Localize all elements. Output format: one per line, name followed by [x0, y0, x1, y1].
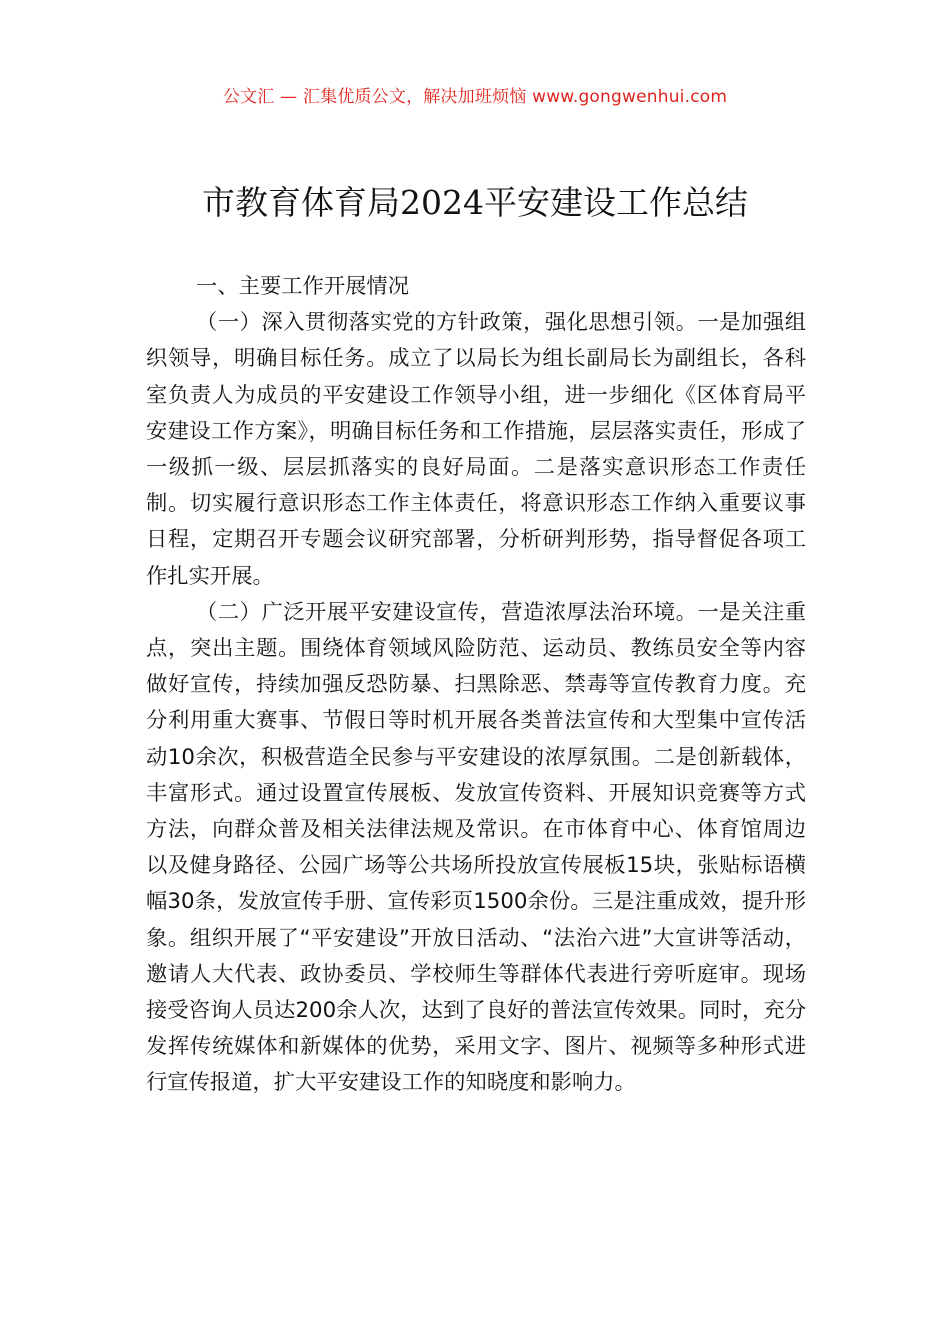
- body-paragraph: （二）广泛开展平安建设宣传，营造浓厚法治环境。一是关注重点，突出主题。围绕体育领域风险防范、运动员、教练员安全等内容做好宣传，持续加强反恐防暴、扫黑除恶、禁毒等宣传教育力度。充分利用重大赛事、节假日等时机开展各类普法宣传和大型集中宣传活动10余次，积极营造全民参与平安建设的浓厚氛围。二是创新载体，丰富形式。通过设置宣传展板、发放宣传资料、开展知识竞赛等方式方法，向群众普及相关法律法规及常识。在市体育中心、体育馆周边以及健身路径、公园广场等公共场所投放宣传展板15块，张贴标语横幅30条，发放宣传手册、宣传彩页1500余份。三是注重成效，提升形象。组织开展了“平安建设”开放日活动、“法治六进”大宣讲等活动，邀请人大代表、政协委员、学校师生等群体代表进行旁听庭审。现场接受咨询人员达200余人次，达到了良好的普法宣传效果。同时，充分发挥传统媒体和新媒体的优势，采用文字、图片、视频等多种形式进行宣传报道，扩大平安建设工作的知晓度和影响力。: [146, 599, 806, 1096]
- document-title: 市教育体育局2024平安建设工作总结: [202, 183, 748, 222]
- document-body: [146, 269, 806, 1102]
- section-heading: 一、主要工作开展情况: [196, 274, 410, 299]
- site-banner: 公文汇 — 汇集优质公文，解决加班烦恼 www.gongwenhui.com: [222, 87, 728, 107]
- body-paragraph: （一）深入贯彻落实党的方针政策，强化思想引领。一是加强组织领导，明确目标任务。成立了以局长为组长副局长为副组长，各科室负责人为成员的平安建设工作领导小组，进一步细化《区体育局平安建设工作方案》，明确目标任务和工作措施，层层落实责任，形成了一级抓一级、层层抓落实的良好局面。二是落实意识形态工作责任制。切实履行意识形态工作主体责任，将意识形态工作纳入重要议事日程，定期召开专题会议研究部署，分析研判形势，指导督促各项工作扎实开展。: [146, 310, 806, 589]
